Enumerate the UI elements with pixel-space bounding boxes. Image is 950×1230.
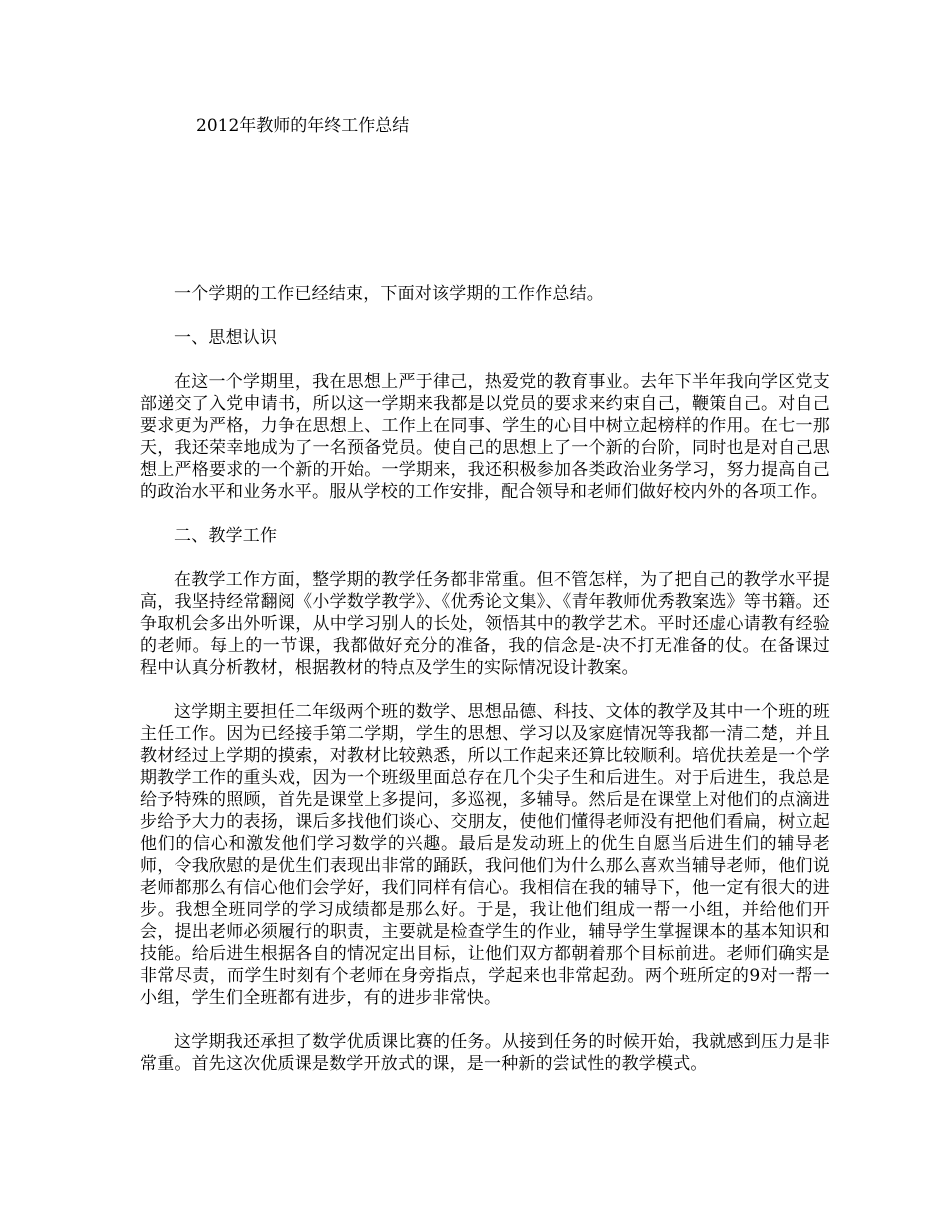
paragraph-teaching-method: 在教学工作方面，整学期的教学任务都非常重。但不管怎样，为了把自己的教学水平提高，我坚持经常翻阅《小学数学教学》、《优秀论文集》、《青年教师优秀教案选》等书籍。还争取机会多出外听课，从中学习别人的长处，领悟其中的教学艺术。平时还虚心请教有经验的老师。每上的一节课，我都做好充分的准备，我的信念是-决不打无准备的仗。在备课过程中认真分析教材，根据教材的特点及学生的实际情况设计教案。	[140, 570, 830, 678]
document-body	[140, 283, 830, 1097]
paragraph-teaching-classes: 这学期主要担任二年级两个班的数学、思想品德、科技、文体的教学及其中一个班的班主任工作。因为已经接手第二学期，学生的思想、学习以及家庭情况等我都一清二楚，并且教材经过上学期的摸索，对教材比较熟悉，所以工作起来还算比较顺利。培优扶差是一个学期教学工作的重头戏，因为一个班级里面总存在几个尖子生和后进生。对于后进生，我总是给予特殊的照顾，首先是课堂上多提问，多巡视，多辅导。然后是在课堂上对他们的点滴进步给予大力的表扬，课后多找他们谈心、交朋友，使他们懂得老师没有把他们看扁，树立起他们的信心和激发他们学习数学的兴趣。最后是发动班上的优生自愿当后进生们的辅导老师，令我欣慰的是优生们表现出非常的踊跃，我问他们为什么那么喜欢当辅导老师，他们说老师都那么有信心他们会学好，我们同样有信心。我相信在我的辅导下，他一定有很大的进步。我想全班同学的学习成绩都是那么好。于是，我让他们组成一帮一小组，并给他们开会，提出老师必须履行的职责，主要就是检查学生的作业，辅导学生掌握课本的基本知识和技能。给后进生根据各自的情况定出目标，让他们双方都朝着那个目标前进。老师们确实是非常尽责，而学生时刻有个老师在身旁指点，学起来也非常起劲。两个班所定的9对一帮一小组，学生们全班都有进步，有的进步非常快。	[140, 702, 830, 1008]
document-title: 2012年教师的年终工作总结	[196, 116, 410, 136]
intro-paragraph: 一个学期的工作已经结束，下面对该学期的工作作总结。	[174, 284, 604, 304]
paragraph-teaching-competition: 这学期我还承担了数学优质课比赛的任务。从接到任务的时候开始，我就感到压力是非常重。首先这次优质课是数学开放式的课，是一种新的尝试性的教学模式。	[140, 1032, 830, 1074]
section-heading-teaching: 二、教学工作	[174, 526, 278, 546]
paragraph-thought: 在这一个学期里，我在思想上严于律己，热爱党的教育事业。去年下半年我向学区党支部递交了入党申请书，所以这一学期来我都是以党员的要求来约束自己，鞭策自己。对自己要求更为严格，力争在思想上、工作上在同事、学生的心目中树立起榜样的作用。在七一那天，我还荣幸地成为了一名预备党员。使自己的思想上了一个新的台阶，同时也是对自己思想上严格要求的一个新的开始。一学期来，我还积极参加各类政治业务学习，努力提高自己的政治水平和业务水平。服从学校的工作安排，配合领导和老师们做好校内外的各项工作。	[140, 372, 830, 502]
section-heading-thought: 一、思想认识	[174, 328, 278, 348]
